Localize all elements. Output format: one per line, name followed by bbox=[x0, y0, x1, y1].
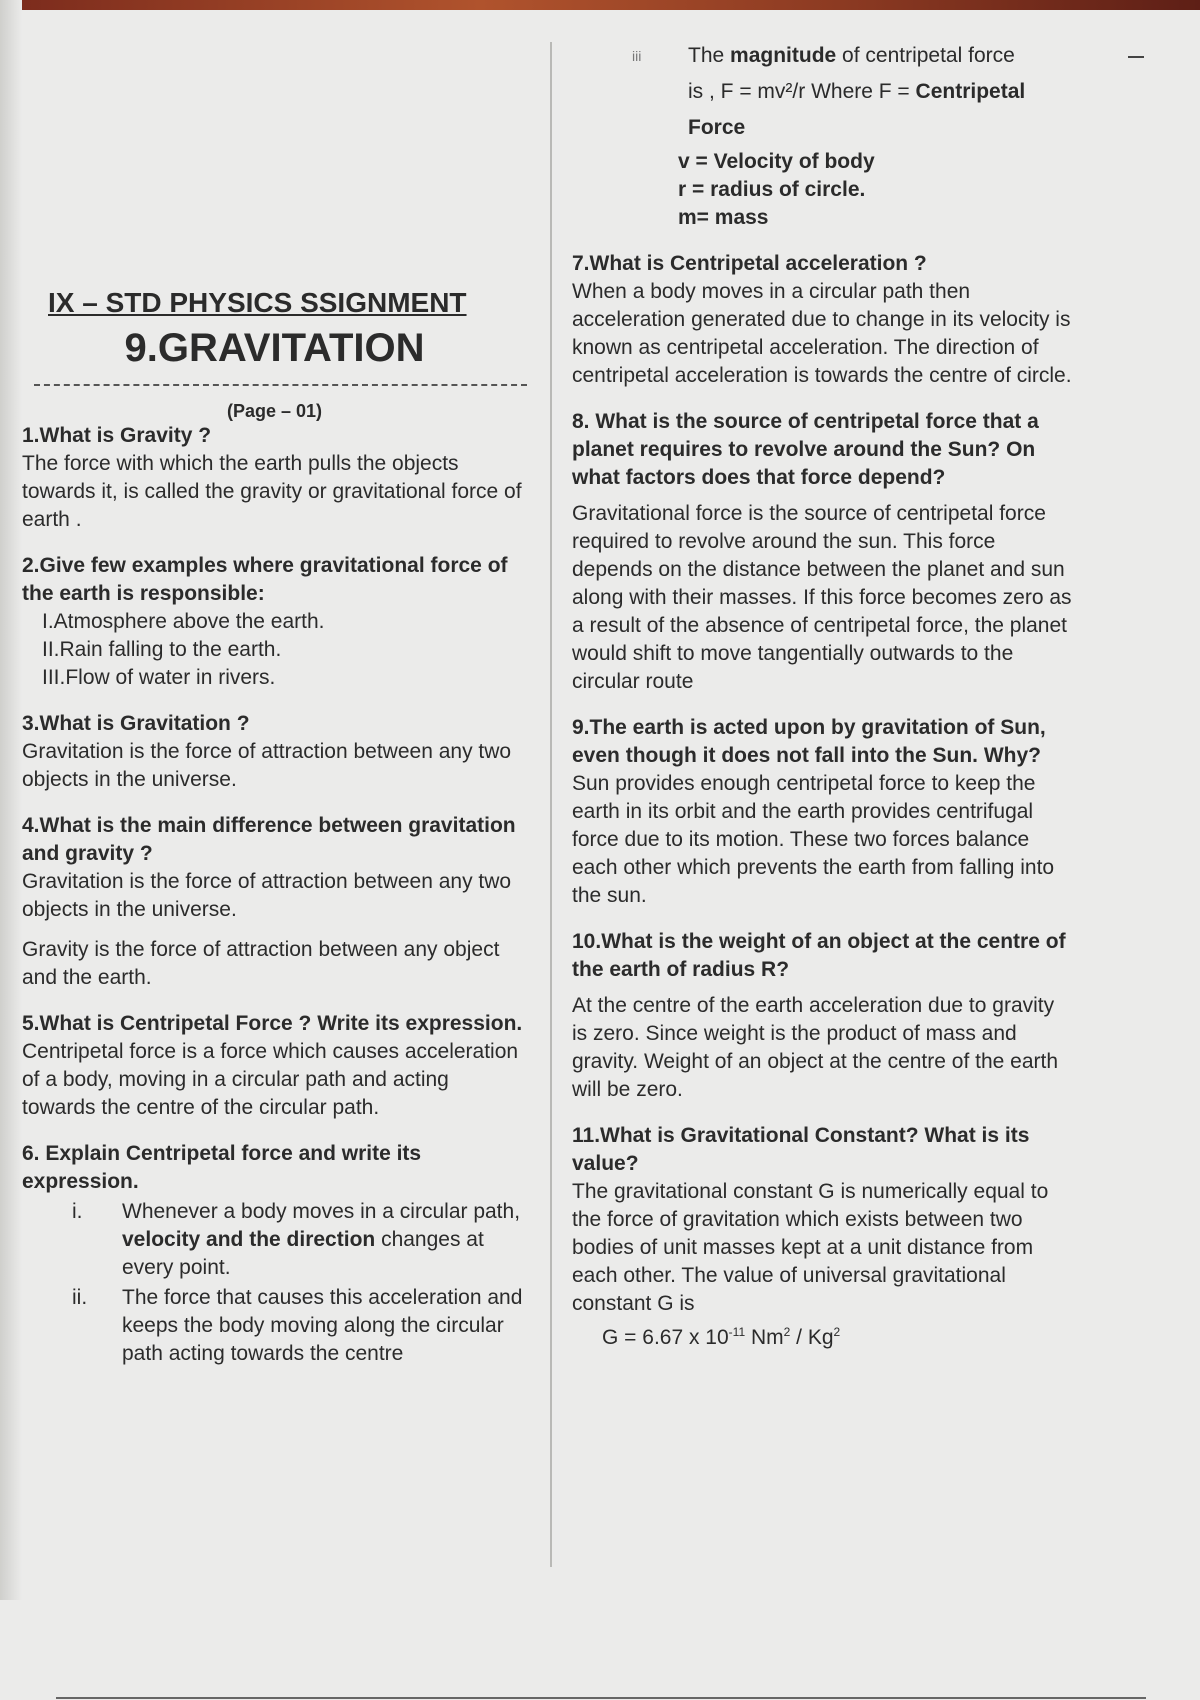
answer-text: The gravitational constant G is numerically equal to the force of gravitation which exists between two bodies of unit masses kept at a unit distance from each other. The value of universal gravitational constant G is bbox=[572, 1180, 1049, 1315]
formula-text: is , F = mv²/r Where F = bbox=[688, 80, 916, 103]
example-list bbox=[22, 608, 527, 692]
left-column bbox=[22, 286, 527, 1386]
list-item: III.Flow of water in rivers. bbox=[42, 666, 276, 689]
margin-mark bbox=[1128, 56, 1144, 58]
formula-bold-text: Centripetal bbox=[915, 80, 1026, 103]
top-edge bbox=[0, 0, 1200, 10]
question-5 bbox=[22, 1010, 527, 1122]
question-text: 3.What is Gravitation ? bbox=[22, 712, 250, 735]
question-text: 9.The earth is acted upon by gravitation of Sun, even though it does not fall into the Sun. Why? bbox=[572, 716, 1046, 767]
variable-item: m= mass bbox=[678, 206, 769, 229]
question-4 bbox=[22, 812, 527, 992]
centripetal-formula-block bbox=[572, 42, 1072, 232]
value-unit: Nm bbox=[745, 1326, 784, 1349]
list-number: ii. bbox=[72, 1286, 88, 1309]
answer-text: Gravitation is the force of attraction between any two objects in the universe. bbox=[22, 870, 512, 921]
list-item bbox=[22, 1198, 527, 1282]
question-text: 7.What is Centripetal acceleration ? bbox=[572, 252, 927, 275]
list-item bbox=[22, 1284, 527, 1368]
question-8 bbox=[572, 408, 1072, 696]
question-text: 1.What is Gravity ? bbox=[22, 424, 212, 447]
chapter-title: 9.GRAVITATION bbox=[124, 326, 425, 370]
question-text: 6. Explain Centripetal force and write its expression. bbox=[22, 1142, 422, 1193]
answer-text: Gravitation is the force of attraction between any two objects in the universe. bbox=[22, 740, 512, 791]
document-title: IX – STD PHYSICS SSIGNMENT bbox=[48, 287, 467, 318]
answer-text: Sun provides enough centripetal force to keep the earth in its orbit and the earth provides centrifugal force due to its motion. These two forces balance each other which prevents the earth from falling into the sun. bbox=[572, 772, 1055, 907]
column-divider bbox=[550, 42, 552, 1567]
list-item: II.Rain falling to the earth. bbox=[42, 638, 282, 661]
question-text: 2.Give few examples where gravitational force of the earth is responsible: bbox=[22, 554, 508, 605]
question-9 bbox=[572, 714, 1072, 910]
page-shadow bbox=[0, 0, 22, 1600]
question-1 bbox=[22, 422, 527, 534]
answer-text: Centripetal force is a force which causes acceleration of a body, moving in a circular path and acting towards the centre of the circular path. bbox=[22, 1040, 519, 1119]
text: The bbox=[688, 44, 731, 67]
question-text: 4.What is the main difference between gravitation and gravity ? bbox=[22, 814, 516, 865]
question-3 bbox=[22, 710, 527, 794]
list-number: i. bbox=[72, 1200, 83, 1223]
answer-text: Gravitational force is the source of centripetal force required to revolve around the sun. This force depends on the distance between the planet and sun along with their masses. If this force becomes zero as a result of the absence of centripetal force, the planet would shift to move tangentially outwards to the circular route bbox=[572, 502, 1072, 693]
variable-item: v = Velocity of body bbox=[678, 150, 875, 173]
right-column bbox=[572, 42, 1072, 1370]
constant-value bbox=[572, 1318, 1072, 1352]
bottom-rule bbox=[56, 1697, 1146, 1699]
dashed-separator bbox=[34, 384, 527, 386]
answer-text: When a body moves in a circular path then acceleration generated due to change in its velocity is known as centripetal acceleration. The direction of centripetal acceleration is towards the centre of circle. bbox=[572, 280, 1072, 387]
list-item: I.Atmosphere above the earth. bbox=[42, 610, 325, 633]
question-text: 5.What is Centripetal Force ? Write its expression. bbox=[22, 1012, 523, 1035]
unit-exponent: 2 bbox=[833, 1325, 841, 1339]
variable-list bbox=[572, 148, 1072, 232]
value-base: G = 6.67 x 10 bbox=[602, 1326, 729, 1349]
formula-intro bbox=[572, 42, 1072, 70]
item-bold-text: velocity and the direction bbox=[122, 1228, 376, 1251]
question-11 bbox=[572, 1122, 1072, 1352]
question-6 bbox=[22, 1140, 527, 1368]
unit-exponent: 2 bbox=[783, 1325, 791, 1339]
answer-text: Gravity is the force of attraction between any object and the earth. bbox=[22, 938, 500, 989]
value-exponent: -11 bbox=[728, 1325, 746, 1339]
question-7 bbox=[572, 250, 1072, 390]
list-number: iii bbox=[632, 48, 642, 64]
formula-line bbox=[572, 78, 1072, 106]
page-number: (Page – 01) bbox=[226, 401, 323, 421]
question-text: 10.What is the weight of an object at the centre of the earth of radius R? bbox=[572, 930, 1066, 981]
answer-text: The force with which the earth pulls the objects towards it, is called the gravity or gravitational force of earth . bbox=[22, 452, 522, 531]
question-text: 8. What is the source of centripetal force that a planet requires to revolve around the Sun? On what factors does that force depend? bbox=[572, 410, 1039, 489]
question-10 bbox=[572, 928, 1072, 1104]
value-unit: / Kg bbox=[790, 1326, 834, 1349]
force-label: Force bbox=[688, 116, 746, 139]
text: of centripetal force bbox=[836, 44, 1015, 67]
item-text: The force that causes this acceleration and keeps the body moving along the circular path acting towards the centre bbox=[122, 1286, 523, 1365]
variable-item: r = radius of circle. bbox=[678, 178, 866, 201]
question-2 bbox=[22, 552, 527, 692]
bold-text: magnitude bbox=[730, 44, 837, 67]
answer-text: At the centre of the earth acceleration due to gravity is zero. Since weight is the product of mass and gravity. Weight of an object at the centre of the earth will be zero. bbox=[572, 994, 1059, 1101]
item-text: changes at every point. bbox=[122, 1228, 484, 1279]
explanation-list bbox=[22, 1198, 527, 1368]
question-text: 11.What is Gravitational Constant? What is its value? bbox=[572, 1124, 1030, 1175]
item-text: Whenever a body moves in a circular path, bbox=[122, 1200, 521, 1223]
